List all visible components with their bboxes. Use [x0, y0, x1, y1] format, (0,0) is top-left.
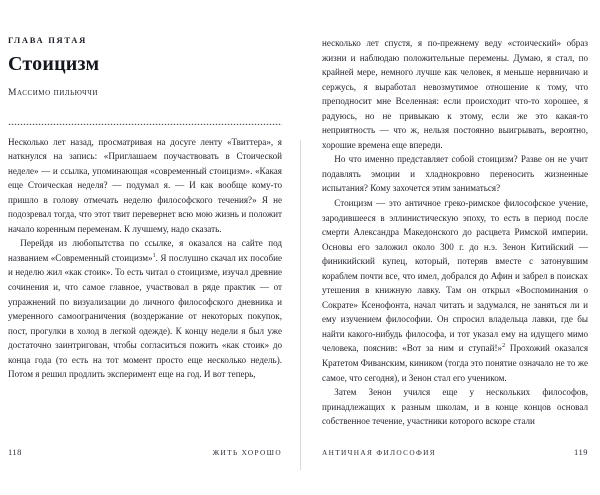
page-right [300, 0, 600, 495]
paragraph [322, 196, 588, 385]
footnote-marker[interactable]: 1 [152, 252, 156, 259]
paragraph-text-continued: Прохожий оказался Кратетом Фиванским, киником (тогда это понятие означало не то же самое, что сегодня), и Зенон стал его учеником. [322, 343, 588, 383]
paragraph-text: Стоицизм — это античное греко-римское философское учение, зародившееся в эллинистическую эпоху, то есть в период после смерти Александра Македонского до расцвета Римской империи. Основы его заложил около 300 г. до н.э. Зенон Китийский — финикийский купец, который, потеряв вместе с затонувшим кораблем почти все, что имел, добрался до Афин и забрел в поисках утешения в книжную лавку. Там он открыл «Воспоминания о Сократе» Ксенофонта, начал читать и задумался, не заняться ли и ему изучением философии. Он спросил владельца лавки, где бы найти какого-нибудь философа, и тот указал ему на идущего мимо человека, пояснив: «Вот за ним и ступай!» [322, 198, 588, 354]
running-foot-right [322, 447, 588, 457]
running-foot-left [8, 447, 282, 457]
chapter-author: Массимо пильюччи [8, 87, 98, 98]
paragraph: Но что именно представляет собой стоицизм? Разве он не учит подавлять эмоции и хладнокровно переносить жизненные испытания? Кому захочется этим заниматься? [322, 154, 588, 194]
running-title: ЖИТЬ ХОРОШО [212, 448, 282, 457]
dotted-divider [8, 122, 282, 125]
page-title: Стоицизм [8, 52, 100, 75]
paragraph: Затем Зенон учился еще у нескольких философов, принадлежащих к разным школам, и в конце концов основал собственное течение, участники которого вскоре стали [322, 387, 588, 427]
footnote-marker[interactable]: 2 [502, 343, 506, 350]
gutter-divider [300, 140, 301, 470]
chapter-header [8, 0, 282, 98]
right-body-copy [322, 0, 588, 429]
chapter-kicker: ГЛАВА ПЯТАЯ [8, 35, 87, 45]
paragraph: несколько лет спустя, я по-прежнему веду «стоический» образ жизни и наблюдаю положительные перемены. Думаю, я стал, по крайней мере, немного лучше как человек, я меньше нервничаю и сержусь, я выработал невозмутимое отношение к тому, что преподносит мне Вселенная: если происходит что-то хорошее, я радуюсь, но не привыкаю к этому, если же это какая-то неприятность — что ж, нельзя постоянно выигрывать, вероятно, хорошие времена еще впереди. [322, 38, 588, 150]
left-body-copy [8, 135, 282, 382]
paragraph-text: Перейдя из любопытства по ссылке, я оказался на сайте под названием «Современный стоицизм»$^1$. Я послушно скачал их пособие и неделю жил «как стоик». То есть читал о стоицизме, изучал древние сочинения и, что самое главное, участвовал в ряде практик — от упражнений по визуализации до личного философского дневника и умеренного самоограничения (воздержание от некоторых покупок, пост, прогулки в холод в легкой одежде). К концу недели я был уже достаточно заинтригован, чтобы согласиться пожить «как стоик» до конца года (то есть на тот момент просто еще несколько недель). Потом я решил продлить эксперимент еще на год. И вот теперь, [8, 238, 282, 380]
running-title: АНТИЧНАЯ ФИЛОСОФИЯ [322, 448, 437, 457]
folio-number: 119 [574, 447, 588, 457]
paragraph [8, 236, 282, 381]
paragraph: Несколько лет назад, просматривая на досуге ленту «Твиттера», я наткнулся на запись: «Приглашаем поучаствовать в Стоической неделе» — и ссылка, упоминающая «современный стоицизм». «Какая еще Стоическая неделя? — подумал я. — И как вообще кому-то пришло в голову отмечать неделю философского течения?» Я не подозревал тогда, что этот твит перевернет всю мою жизнь и положит начало коренным переменам. К лучшему, надо сказать. [8, 136, 282, 234]
folio-number: 118 [8, 447, 22, 457]
